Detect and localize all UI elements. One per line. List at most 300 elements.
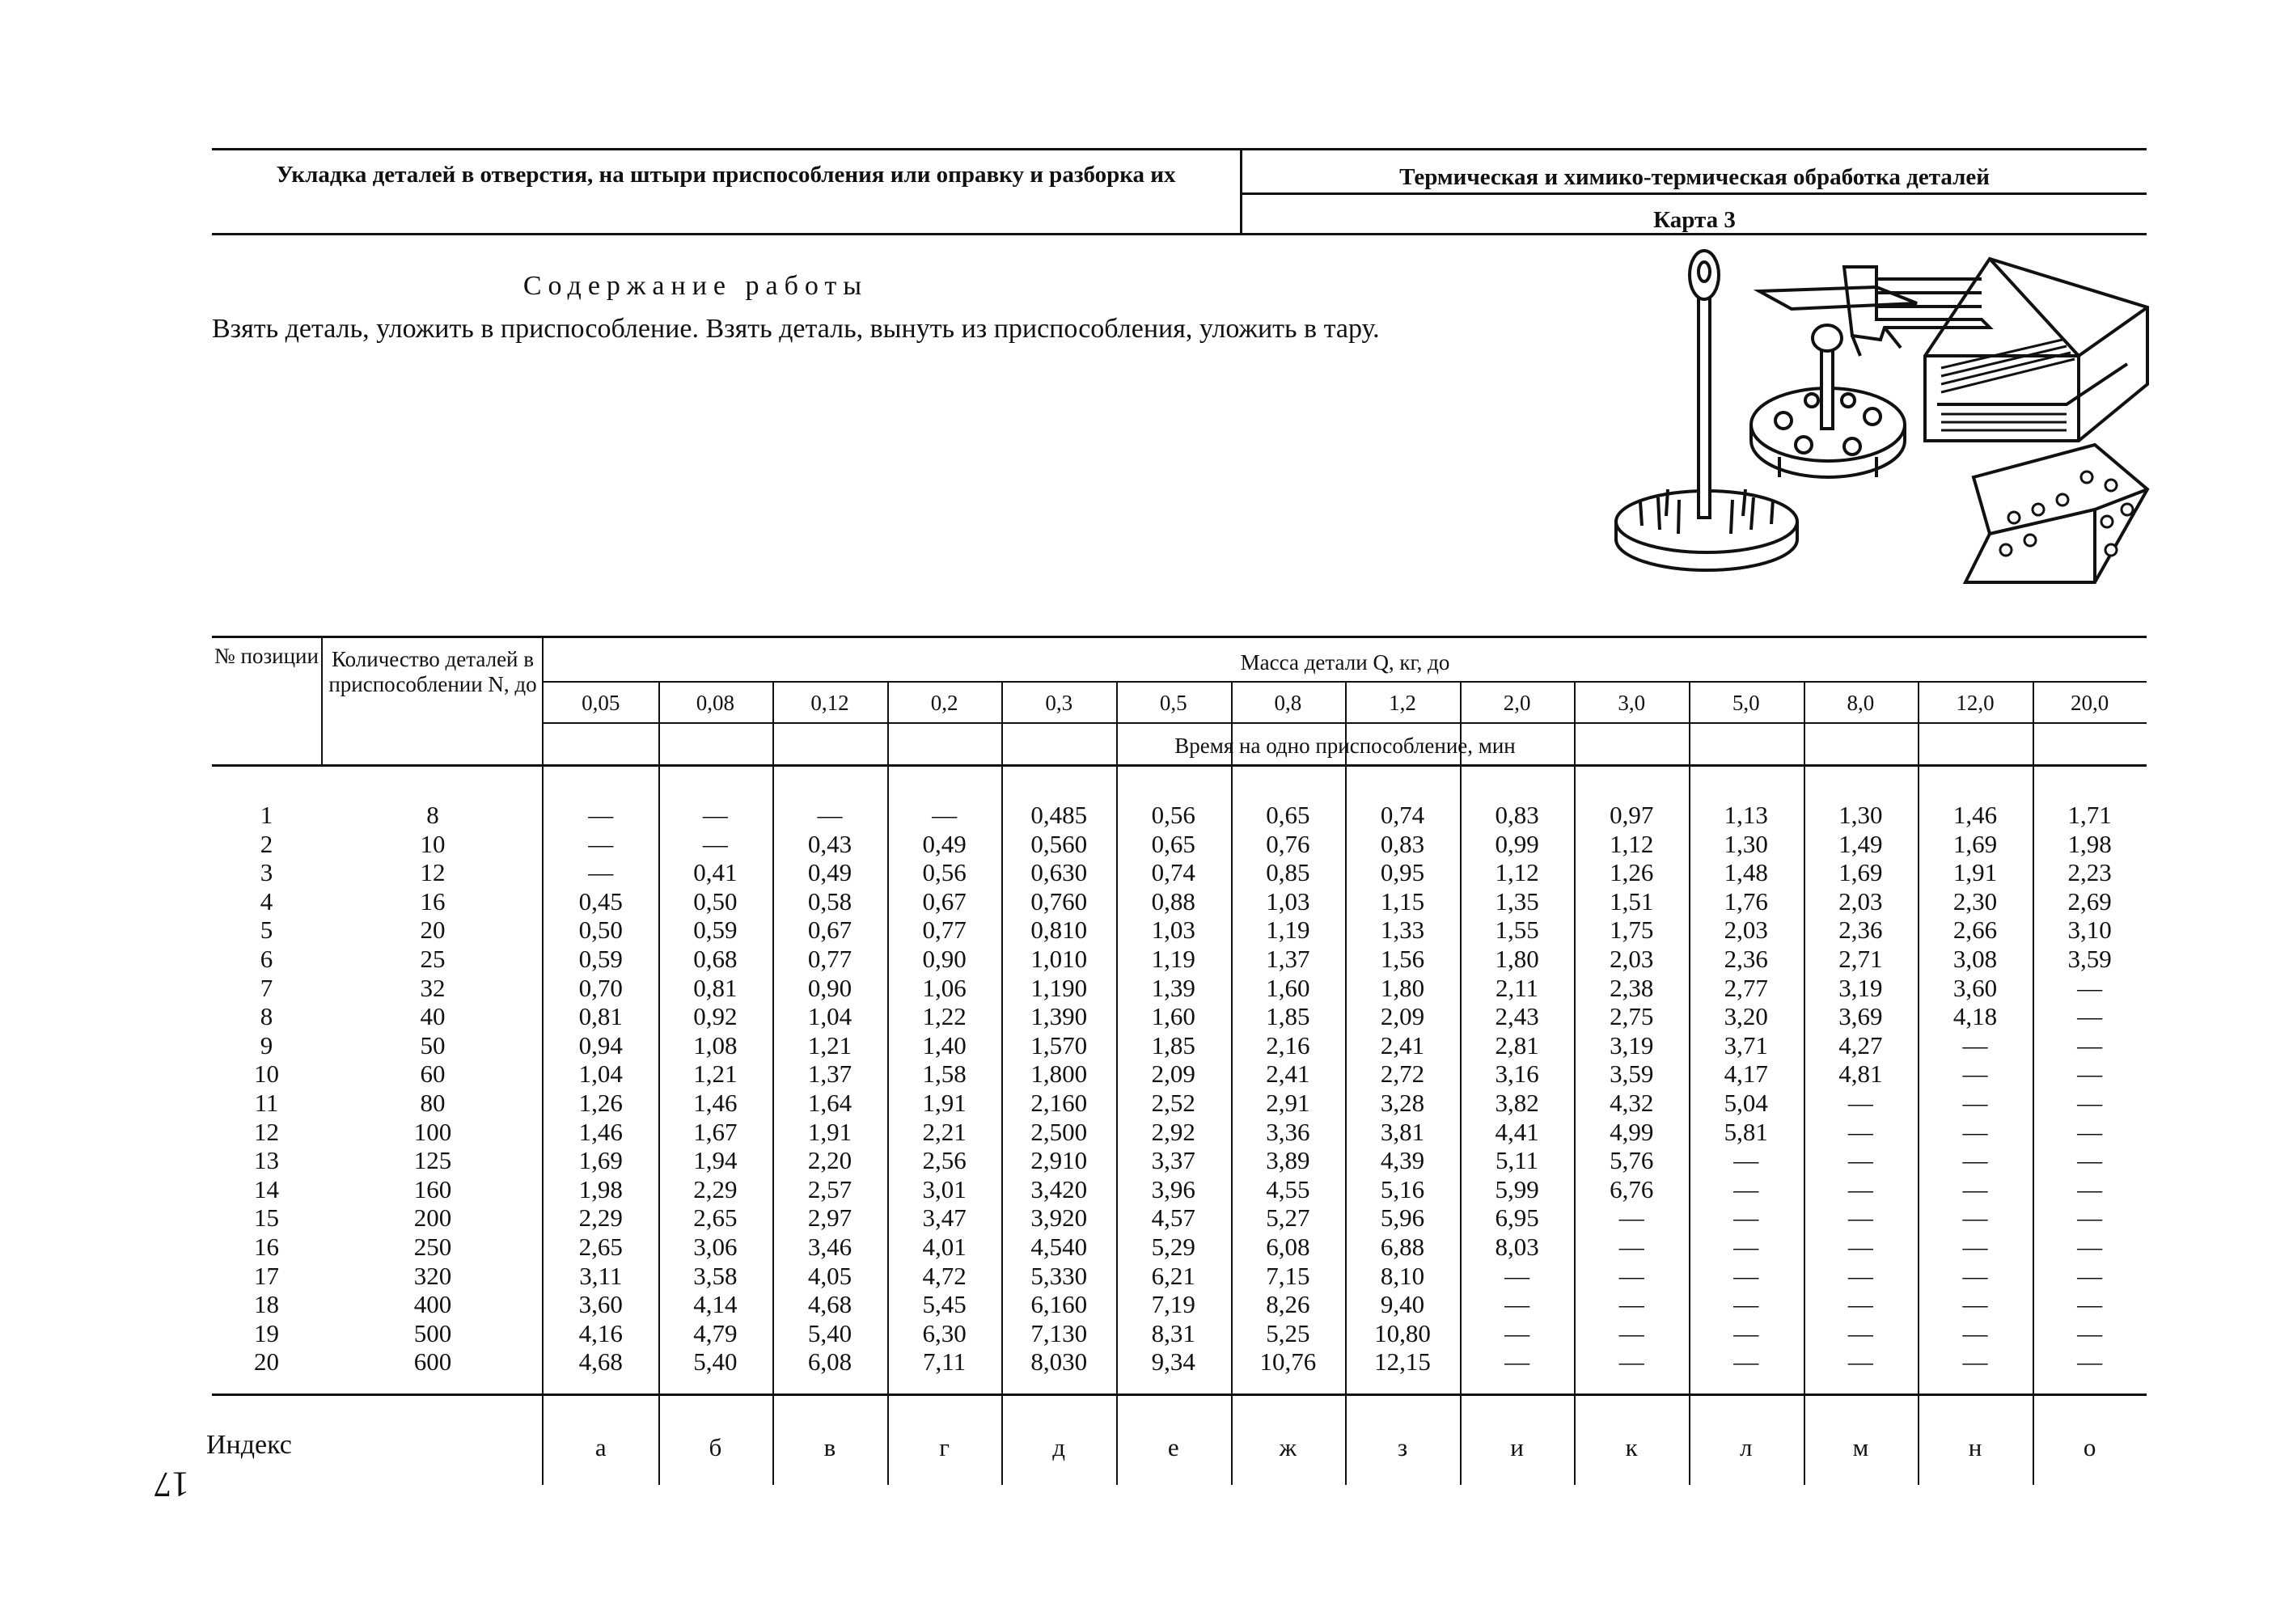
time-cell: 1,30 [1838,801,1883,829]
time-cell: 6,08 [1266,1233,1310,1261]
time-cell: — [2077,1233,2103,1261]
mass-column-header: 12,0 [1956,691,1995,715]
time-cell: — [1962,1233,1988,1261]
time-cell: 1,21 [693,1059,738,1089]
time-cell: 0,85 [1266,858,1310,887]
time-cell: 0,49 [807,858,852,887]
time-cell: 1,190 [1030,973,1088,1002]
time-cell: 2,72 [1380,1059,1425,1089]
time-cell: 1,91 [1952,858,1998,887]
time-cell: 2,160 [1030,1089,1088,1117]
time-cell: 1,19 [1151,945,1195,973]
time-cell: — [1504,1261,1530,1290]
time-cell: — [1962,1089,1988,1117]
time-cell: 4,18 [1952,1002,1998,1031]
time-cell: 1,91 [807,1117,852,1146]
time-cell: 3,59 [2067,945,2112,973]
time-cell: 9,40 [1380,1290,1425,1319]
time-cell: 7,15 [1266,1261,1310,1290]
time-cell: 4,57 [1151,1203,1195,1233]
time-cell: — [1847,1290,1873,1319]
time-cell: 1,04 [578,1059,623,1089]
header-right-title: Термическая и химико-термическая обработка деталей [1399,164,1990,190]
table-header-bottom-rule [212,764,2147,767]
time-cell: 2,71 [1838,945,1883,973]
time-cell: 6,160 [1030,1290,1088,1319]
mass-column-header: 0,5 [1159,691,1187,715]
position-cell: 20 [254,1347,279,1377]
time-cell: 2,03 [1724,916,1768,945]
time-cell: — [2077,1002,2103,1031]
time-cell: 6,30 [922,1318,967,1347]
time-cell: 8,030 [1030,1347,1088,1377]
time-cell: 0,95 [1380,858,1425,887]
time-cell: 1,33 [1380,916,1425,945]
mass-column-header: 0,12 [810,691,849,715]
time-header: Время на одно приспособление, мин [1174,734,1516,758]
time-cell: 1,26 [578,1089,623,1117]
time-cell: 0,65 [1151,829,1195,858]
time-cell: — [2077,1203,2103,1233]
fixtures-illustration [1610,243,2160,590]
time-cell: 8,26 [1266,1290,1310,1319]
time-cell: — [1847,1089,1873,1117]
header-mid-rule [1242,192,2147,195]
mass-header: Масса детали Q, кг, до [1240,650,1450,675]
quantity-cell: 600 [413,1347,452,1377]
quantity-cell: 160 [413,1174,452,1203]
index-cell: в [823,1433,836,1461]
time-cell: — [588,801,614,829]
time-cell: — [1504,1318,1530,1347]
header-left-title: Укладка деталей в отверстия, на штыри приспособления или оправку и разборка их [276,162,1176,188]
time-cell: 1,55 [1495,916,1539,945]
time-cell: 0,56 [1151,801,1195,829]
time-cell: 3,11 [579,1261,623,1290]
time-cell: — [2077,1174,2103,1203]
time-cell: — [1962,1203,1988,1233]
time-cell: 2,56 [922,1146,967,1175]
index-cell: а [594,1433,607,1461]
quantity-cell: 32 [420,973,446,1002]
time-cell: — [1733,1174,1759,1203]
quantity-cell: 16 [420,886,446,916]
time-cell: 12,15 [1374,1347,1431,1377]
time-cell: — [1962,1174,1988,1203]
time-cell: — [1618,1347,1644,1377]
time-cell: — [702,829,728,858]
time-cell: — [1618,1290,1644,1319]
time-cell: 1,570 [1030,1030,1088,1059]
time-cell: 1,91 [922,1089,967,1117]
time-cell: 1,390 [1030,1002,1088,1031]
time-cell: 3,89 [1266,1146,1310,1175]
time-cell: 1,010 [1030,945,1088,973]
time-cell: — [1618,1261,1644,1290]
time-cell: 1,46 [1952,801,1998,829]
time-cell: 0,81 [578,1002,623,1031]
quantity-cell: 40 [420,1002,446,1031]
time-cell: — [1962,1030,1988,1059]
quantity-cell: 500 [413,1318,452,1347]
position-cell: 19 [254,1318,279,1347]
time-cell: 2,23 [2067,858,2112,887]
time-cell: 4,81 [1838,1059,1883,1089]
time-cell: 1,26 [1610,858,1654,887]
time-cell: 4,72 [922,1261,967,1290]
mass-column-header: 3,0 [1618,691,1646,715]
time-cell: 3,06 [693,1233,738,1261]
time-cell: 10,80 [1374,1318,1431,1347]
time-cell: 5,29 [1151,1233,1195,1261]
position-cell: 17 [254,1261,279,1290]
time-cell: — [1504,1290,1530,1319]
time-cell: 5,25 [1266,1318,1310,1347]
time-cell: 0,83 [1495,801,1539,829]
time-cell: 1,98 [578,1174,623,1203]
index-cell: з [1397,1433,1408,1461]
quantity-cell: 12 [420,858,446,887]
time-cell: — [1847,1117,1873,1146]
time-cell: 2,91 [1266,1089,1310,1117]
time-cell: 1,35 [1495,886,1539,916]
time-cell: — [2077,1089,2103,1117]
position-cell: 15 [254,1203,279,1233]
time-cell: 1,69 [1838,858,1883,887]
time-cell: 1,71 [2067,801,2112,829]
time-cell: 1,46 [578,1117,623,1146]
time-cell: 0,70 [578,973,623,1002]
time-cell: 8,31 [1151,1318,1195,1347]
time-cell: 3,08 [1952,945,1998,973]
time-cell: 4,41 [1495,1117,1539,1146]
time-cell: 6,88 [1380,1233,1425,1261]
time-cell: — [702,801,728,829]
time-cell: — [588,858,614,887]
time-cell: 3,96 [1151,1174,1195,1203]
time-cell: 2,81 [1495,1030,1539,1059]
time-cell: 1,69 [1952,829,1998,858]
table-body-bottom-rule [212,1394,2147,1396]
time-cell: — [1618,1233,1644,1261]
quantity-cell: 20 [420,916,446,945]
position-cell: 14 [254,1174,279,1203]
time-cell: 0,76 [1266,829,1310,858]
time-cell: 3,81 [1380,1117,1425,1146]
time-cell: — [2077,1146,2103,1175]
time-cell: 2,43 [1495,1002,1539,1031]
time-cell: 3,69 [1838,1002,1883,1031]
mass-column-header: 2,0 [1503,691,1531,715]
position-cell: 9 [260,1030,273,1059]
time-cell: 5,16 [1380,1174,1425,1203]
time-cell: — [1962,1290,1988,1319]
time-cell: — [1733,1233,1759,1261]
time-cell: 1,58 [922,1059,967,1089]
quantity-cell: 80 [420,1089,446,1117]
time-cell: 1,03 [1151,916,1195,945]
time-cell: 2,03 [1838,886,1883,916]
time-cell: 3,47 [922,1203,967,1233]
fixture-disk-icon [1751,325,1905,477]
quantity-cell: 400 [413,1290,452,1319]
time-cell: 1,12 [1610,829,1654,858]
time-cell: 4,01 [922,1233,967,1261]
time-cell: 0,560 [1030,829,1088,858]
column-header-position: № позиции [214,644,319,668]
time-cell: 2,09 [1380,1002,1425,1031]
time-cell: 3,82 [1495,1089,1539,1117]
time-cell: — [1847,1318,1873,1347]
time-cell: — [1618,1318,1644,1347]
position-cell: 11 [254,1089,279,1117]
time-cell: — [1733,1203,1759,1233]
quantity-cell: 60 [420,1059,446,1089]
time-cell: 2,38 [1610,973,1654,1002]
time-cell: 2,29 [578,1203,623,1233]
time-cell: 2,41 [1266,1059,1310,1089]
time-cell: 0,49 [922,829,967,858]
time-cell: 4,27 [1838,1030,1883,1059]
time-cell: — [2077,1030,2103,1059]
quantity-cell: 250 [413,1233,452,1261]
time-cell: 1,75 [1610,916,1654,945]
time-cell: 5,40 [693,1347,738,1377]
time-cell: — [1847,1261,1873,1290]
time-cell: 1,12 [1495,858,1539,887]
time-cell: — [2077,1318,2103,1347]
mass-column-header: 0,08 [696,691,735,715]
time-cell: 2,65 [578,1233,623,1261]
time-cell: — [1847,1203,1873,1233]
time-cell: 6,76 [1610,1174,1654,1203]
time-cell: 2,92 [1151,1117,1195,1146]
time-cell: 3,420 [1030,1174,1088,1203]
time-cell: 0,90 [807,973,852,1002]
time-cell: — [1962,1146,1988,1175]
time-cell: 4,16 [578,1318,623,1347]
fixture-basket-icon [1925,259,2147,441]
work-heading: Содержание работы [522,271,869,301]
time-cell: — [2077,1117,2103,1146]
time-cell: 2,75 [1610,1002,1654,1031]
time-cell: 3,58 [693,1261,738,1290]
time-cell: 3,37 [1151,1146,1195,1175]
time-cell: 4,540 [1030,1233,1088,1261]
quantity-cell: 200 [413,1203,452,1233]
time-cell: 1,15 [1380,886,1425,916]
time-cell: 3,60 [578,1290,623,1319]
index-cell: г [939,1433,950,1461]
time-cell: 0,41 [693,858,738,887]
time-cell: 0,760 [1030,886,1088,916]
position-cell: 3 [260,858,273,887]
time-cell: — [1847,1347,1873,1377]
index-cell: н [1968,1433,1982,1461]
time-cell: — [2077,1290,2103,1319]
time-cell: 3,71 [1724,1030,1768,1059]
index-cell: д [1052,1433,1066,1461]
position-cell: 5 [260,916,273,945]
time-cell: 2,77 [1724,973,1768,1002]
time-cell: 4,17 [1724,1059,1768,1089]
time-cell: 0,59 [693,916,738,945]
index-label: Индекс [206,1430,292,1460]
time-cell: 1,37 [1266,945,1310,973]
index-cell: л [1740,1433,1753,1461]
time-cell: — [2077,1059,2103,1089]
time-cell: — [1733,1261,1759,1290]
time-cell: 2,41 [1380,1030,1425,1059]
time-cell: — [1733,1318,1759,1347]
time-cell: 9,34 [1151,1347,1195,1377]
time-cell: 3,60 [1952,973,1998,1002]
time-cell: — [1962,1261,1988,1290]
time-cell: 7,130 [1030,1318,1088,1347]
time-cell: — [588,829,614,858]
mass-column-header: 0,8 [1274,691,1302,715]
position-cell: 7 [260,973,273,1002]
time-cell: 0,58 [807,886,852,916]
time-cell: 2,910 [1030,1146,1088,1175]
time-cell: 3,19 [1610,1030,1654,1059]
time-cell: 5,99 [1495,1174,1539,1203]
time-cell: 3,16 [1495,1059,1539,1089]
time-cell: 0,45 [578,886,623,916]
time-cell: 2,52 [1151,1089,1195,1117]
time-cell: — [1962,1059,1988,1089]
quantity-cell: 8 [426,801,439,829]
time-cell: 5,45 [922,1290,967,1319]
time-cell: 5,81 [1724,1117,1768,1146]
mass-column-header: 0,2 [930,691,958,715]
mass-column-header: 5,0 [1732,691,1760,715]
time-cell: 1,22 [922,1002,967,1031]
position-cell: 8 [260,1002,273,1031]
index-cell: б [709,1433,722,1461]
time-cell: — [1847,1146,1873,1175]
time-cell: — [1847,1233,1873,1261]
time-cell: 1,51 [1610,886,1654,916]
time-cell: — [1733,1290,1759,1319]
index-cell: о [2083,1433,2096,1461]
time-cell: 4,68 [807,1290,852,1319]
index-cell: е [1167,1433,1179,1461]
time-cell: 0,68 [693,945,738,973]
time-cell: — [1962,1318,1988,1347]
time-cell: 4,79 [693,1318,738,1347]
time-cell: 2,21 [922,1117,967,1146]
time-cell: 7,19 [1151,1290,1195,1319]
time-cell: 2,69 [2067,886,2112,916]
time-cell: 4,14 [693,1290,738,1319]
index-cell: м [1852,1433,1869,1461]
position-cell: 6 [260,945,273,973]
time-cell: 2,16 [1266,1030,1310,1059]
quantity-cell: 320 [413,1261,452,1290]
time-cell: 4,32 [1610,1089,1654,1117]
time-cell: 3,46 [807,1233,852,1261]
time-cell: 1,19 [1266,916,1310,945]
time-cell: 0,99 [1495,829,1539,858]
time-cell: 3,10 [2067,916,2112,945]
time-cell: 4,99 [1610,1117,1654,1146]
time-cell: 0,67 [922,886,967,916]
mass-column-header: 20,0 [2070,691,2109,715]
time-cell: 1,60 [1266,973,1310,1002]
time-cell: 1,37 [807,1059,852,1089]
time-cell: 3,20 [1724,1002,1768,1031]
time-cell: 0,65 [1266,801,1310,829]
time-cell: 6,95 [1495,1203,1539,1233]
time-cell: 0,630 [1030,858,1088,887]
time-cell: 5,40 [807,1318,852,1347]
time-cell: 3,19 [1838,973,1883,1002]
position-cell: 18 [254,1290,279,1319]
time-cell: 4,05 [807,1261,852,1290]
time-cell: 1,80 [1495,945,1539,973]
time-cell: 1,46 [693,1089,738,1117]
time-cell: 1,49 [1838,829,1883,858]
time-cell: — [932,801,958,829]
time-cell: 0,50 [578,916,623,945]
time-cell: 5,96 [1380,1203,1425,1233]
time-cell: 0,67 [807,916,852,945]
mass-column-header: 0,05 [582,691,620,715]
time-cell: 8,03 [1495,1233,1539,1261]
column-header-quantity: Количество деталей в приспособлении N, до [328,647,537,697]
time-cell: 2,11 [1496,973,1539,1002]
quantity-cell: 10 [420,829,446,858]
time-cell: 3,59 [1610,1059,1654,1089]
time-cell: 2,03 [1610,945,1654,973]
index-cell: к [1625,1433,1638,1461]
time-cell: 0,90 [922,945,967,973]
quantity-cell: 100 [413,1117,452,1146]
time-cell: — [2077,1261,2103,1290]
time-cell: 7,11 [923,1347,967,1377]
time-cell: 0,94 [578,1030,623,1059]
index-cell: и [1510,1433,1524,1461]
quantity-cell: 125 [413,1146,452,1175]
time-cell: 1,85 [1151,1030,1195,1059]
time-cell: 2,09 [1151,1059,1195,1089]
time-cell: 2,65 [693,1203,738,1233]
header-top-rule [212,148,2147,150]
time-cell: 0,83 [1380,829,1425,858]
time-cell: 1,30 [1724,829,1768,858]
position-cell: 4 [260,886,273,916]
time-cell: 3,01 [922,1174,967,1203]
time-cell: 5,27 [1266,1203,1310,1233]
time-cell: — [1962,1117,1988,1146]
time-cell: — [2077,1347,2103,1377]
time-cell: 5,11 [1496,1146,1539,1175]
time-cell: 0,485 [1030,801,1088,829]
time-cell: 0,56 [922,858,967,887]
time-cell: 4,39 [1380,1146,1425,1175]
mass-column-header: 0,3 [1045,691,1073,715]
position-cell: 16 [254,1233,279,1261]
time-cell: 2,97 [807,1203,852,1233]
time-cell: 1,06 [922,973,967,1002]
time-cell: 2,30 [1952,886,1998,916]
table-top-rule [212,636,2147,638]
card-number: Карта 3 [1653,207,1736,233]
position-cell: 10 [254,1059,279,1089]
time-cell: 1,13 [1724,801,1768,829]
time-cell: 1,40 [922,1030,967,1059]
